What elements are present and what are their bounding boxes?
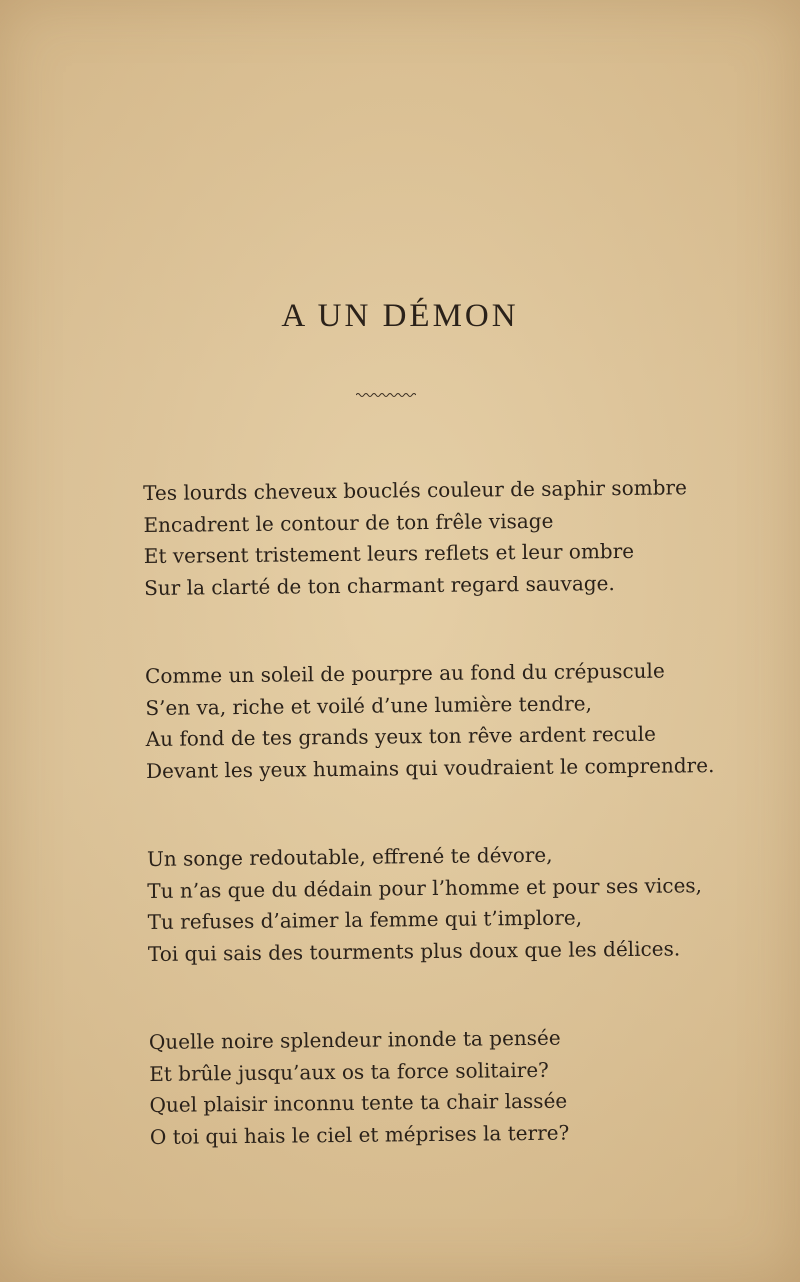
poem-title: A UN DÉMON (281, 298, 519, 334)
verse-line: Tu refuses d’aimer la femme qui t’implore, (147, 905, 583, 934)
verse-line: O toi qui hais le ciel et méprises la terre? (149, 1120, 570, 1149)
poem-body (143, 472, 715, 1210)
verse-line: Un songe redoutable, effrené te dévore, (146, 842, 553, 871)
verse-line: Comme un soleil de pourpre au fond du crépuscule (144, 658, 665, 688)
verse-line: Au fond de tes grands yeux ton rêve ardent recule (145, 721, 657, 751)
verse-line: Et versent tristement leurs reflets et leur ombre (143, 538, 635, 568)
verse-line: Quelle noire splendeur inonde ta pensée (148, 1025, 561, 1054)
verse-line: Sur la clarté de ton charmant regard sauvage. (144, 570, 615, 600)
verse-line: Encadrent le contour de ton frêle visage (143, 508, 554, 537)
stanza-1 (143, 472, 704, 604)
verse-line: Devant les yeux humains qui voudraient le comprendre. (145, 752, 715, 783)
stanza-3 (147, 838, 708, 970)
verse-line: S’en va, riche et voilé d’une lumière tendre, (145, 690, 593, 720)
verse-line: Et brûle jusqu’aux os ta force solitaire? (149, 1057, 549, 1086)
verse-line: Quel plaisir inconnu tente ta chair lassée (149, 1088, 568, 1117)
verse-line: Tu n’as que du dédain pour l’homme et pour ses vices, (147, 872, 703, 903)
verse-line: Tes lourds cheveux bouclés couleur de saphir sombre (143, 475, 687, 505)
verse-line: Toi qui sais des tourments plus doux que les délices. (147, 935, 681, 966)
stanza-4 (149, 1021, 710, 1153)
wavy-rule-ornament (356, 390, 416, 400)
stanza-2 (144, 655, 715, 787)
